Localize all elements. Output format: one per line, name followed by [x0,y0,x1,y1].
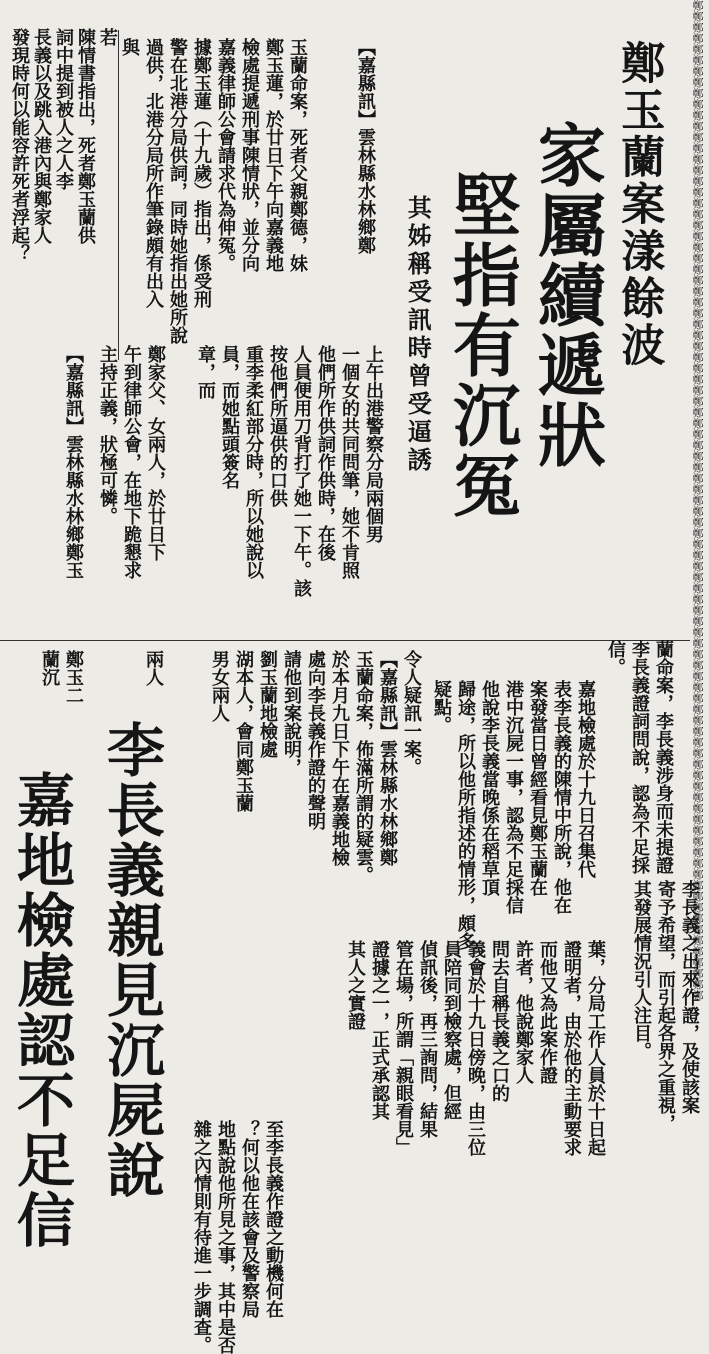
article2-bottom-col-2: ？何以他在該會及警察局 [239,1120,260,1318]
article1-mid-col-8: 章，而 [195,345,216,399]
article2-right-col-4: 港中沉屍一事，認為不足採信 [503,680,524,914]
article2-mid-right-col-9: 男女兩人 [209,650,230,722]
article2-mid-right-col-8: 湖本人，會同鄭玉蘭 [233,650,254,812]
article2-mid-right-col-2: 【嘉縣訊】雲林縣水林鄉鄭 [377,650,398,866]
article1-body-col-6: 據鄭玉蓮（十九歲）指出，係受刑 [191,38,212,308]
article2-mid-left-col-4: 許者，他說鄭家人 [513,940,534,1084]
article2-subheadline: 嘉地檢處認不足信 [6,770,75,1250]
article1-body-col-2: 玉蘭命案，死者父親鄭德，妹 [287,38,308,272]
article2-bottom-col-3: 地點說他所見之事，其中是否 [215,1120,236,1354]
article1-body-col-7: 警在北港分局供詞，同時她指出她所說 [167,38,188,344]
article1-body-col-8: 過供，北港分局所作筆錄頗有出入 [143,38,164,308]
article2-mid-right-col-5: 處向李長義作證的聲明 [305,650,326,830]
article1-mid-col-7: 員，而她點頭簽名 [219,345,240,489]
article2-mid-left-col-8: 偵訊後，再三詢問，結果 [417,940,438,1138]
article1-body-col-4: 檢處提遞刑事陳情狀，並分向 [239,38,260,272]
article2-right-col-7: 疑點。 [431,680,452,734]
article1-last-col: 【嘉縣訊】雲林縣水林鄉鄭玉 [63,345,84,579]
article1-bottom-col-3: 主持正義，狀極可憐。 [97,345,118,525]
article2-right-col-1: 嘉地檢處於十九日召集代 [575,680,596,878]
article1-body-col-5: 嘉義律師公會請求代為伸冤。 [215,38,236,272]
article1-mid-col-2: 一個女的共同問筆，她不肯照 [339,345,360,579]
article2-right-col-6: 歸途，所以他所指述的情形，頗多 [455,680,476,950]
article2-top-col-2: 李長義證詞問說，認為不足採 [629,640,650,874]
headline-main-2: 堅指有沉冤 [441,170,522,520]
article2-left-top-col-3: 其發展情況引人注目。 [631,880,652,1060]
subheadline: 其姊稱受訊時曾受逼誘 [403,195,433,475]
article2-mid-left-col-11: 其人之實證 [345,940,366,1030]
article2-left-top-col-2: 寄予希望，而引起各界之重視， [655,880,676,1132]
article2-mid-left-col-10: 證據之一，正式承認其 [369,940,390,1120]
article2-mid-left-col-6: 義會於十九日傍晚，由三位 [465,940,486,1156]
edge-strip-text: 鄭鄭鄭鄭鄭鄭鄭鄭鄭鄭鄭鄭鄭鄭鄭鄭鄭鄭鄭鄭鄭鄭鄭鄭鄭鄭鄭鄭鄭鄭鄭鄭鄭鄭鄭鄭鄭鄭鄭鄭鄭鄭鄭鄭鄭鄭鄭鄭鄭鄭鄭鄭鄭鄭鄭鄭鄭鄭鄭鄭鄭鄭鄭鄭鄭鄭鄭鄭鄭鄭鄭鄭鄭鄭鄭鄭鄭鄭鄭鄭鄭鄭鄭鄭鄭鄭鄭鄭鄭鄭鄭 [691,0,704,1001]
article2-mid-right-col-7: 劉玉蘭地檢處 [257,650,278,758]
article2-top-col-3: 信。 [605,640,626,676]
article1-mid-col-3: 他們所作供詞作供時，在後 [315,345,336,561]
section-divider [0,640,690,641]
article1-body-col-1: 【嘉縣訊】雲林縣水林鄉鄭 [355,38,376,254]
article2-bottom-col-4: 雜之內情則有待進一步調查。 [191,1120,212,1354]
article1-mid-col-4: 人員便用刀背打了她一下午。該 [291,345,312,597]
article2-mid-right-col-3: 玉蘭命案，佈滿所謂的疑雲。 [353,650,374,884]
article2-mid-right-col-10: 兩人 [143,650,164,686]
article2-mid-right-col-6: 請他到案說明， [281,650,302,776]
article1-bottom-col-2: 午到律師公會，在地下跪懇求 [121,345,142,579]
article2-right-col-3: 案發當日曾經看見鄭玉蘭在 [527,680,548,896]
headline-top: 鄭玉蘭案漾餘波 [613,40,665,369]
article2-right-col-5: 他說李長義當晚係在稻草頂 [479,680,500,896]
article1-mid-col-1: 上午出港警察分局兩個男 [363,345,384,543]
article1-body-col-3: 鄭玉蓮，於廿日下午向嘉義地 [263,38,284,272]
article2-mid-right-col-12: 蘭沉 [39,650,60,686]
article1-body-col-9: 與 [119,38,140,56]
article2-mid-left-col-9: 管在場，所謂「親眼看見」 [393,940,414,1156]
article1-mid-col-6: 重李柔紅部分時，所以她說以 [243,345,264,579]
article2-headline: 李長義親見沉屍說 [96,720,165,1200]
article1-mid-col-5: 按他們所逼供的口供 [267,345,288,507]
article1-left-col-1: 若 [97,28,118,46]
article2-mid-right-col-11: 鄭玉二 [63,650,84,704]
article2-mid-left-col-1: 葉，分局工作人員於十日起 [585,940,606,1156]
column-rule [118,30,119,360]
article2-bottom-col-1: 至李長義作證之動機何在 [263,1120,284,1318]
article2-mid-left-col-3: 而他又為此案作證 [537,940,558,1084]
article2-right-col-2: 表李長義的陳情中所說，他在 [551,680,572,914]
headline-main-1: 家屬續遞狀 [526,120,607,470]
article1-left-col-3: 詞中提到被人之人李 [53,28,74,190]
article1-left-col-2: 陳情書指出，死者鄭玉蘭供 [75,28,96,244]
article2-top-col-1: 蘭命案，李長義涉身而未提證 [653,640,674,874]
article1-bottom-col-1: 鄭家父、女兩人，於廿日下 [145,345,166,561]
article1-left-col-5: 發現時何以能容許死者浮起？ [9,28,30,262]
article2-mid-right-col-1: 令人疑訊一案。 [401,650,422,776]
article2-mid-left-col-2: 證明者，由於他的主動要求 [561,940,582,1156]
article2-mid-right-col-4: 於本月九日下午在嘉義地檢 [329,650,350,866]
article1-left-col-4: 長義以及跳入港內與鄭家人 [31,28,52,244]
article2-mid-left-col-7: 員陪同到檢察處，但經 [441,940,462,1120]
article2-mid-left-col-5: 問去自稱長義之口的 [489,940,510,1102]
article2-left-top-col-1: 李長義之出來作證，及使該案 [679,880,700,1114]
